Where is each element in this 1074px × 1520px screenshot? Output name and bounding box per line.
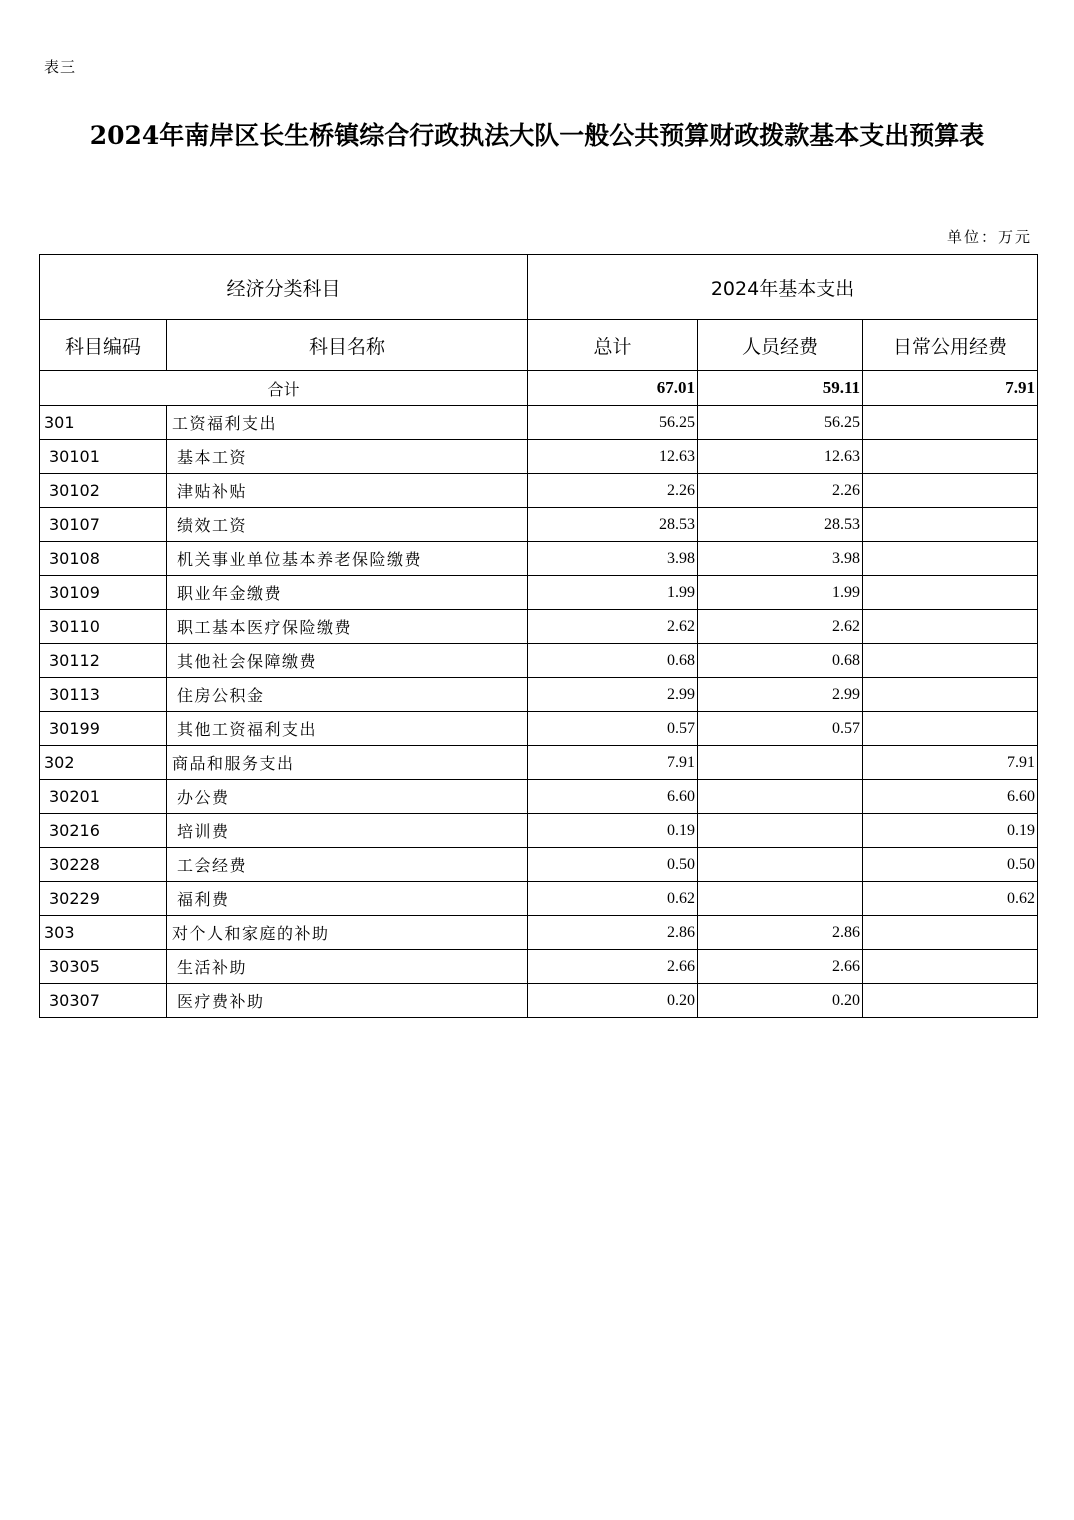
summary-personnel: 59.11	[698, 371, 863, 406]
row-total: 7.91	[528, 746, 698, 780]
row-total: 2.66	[528, 950, 698, 984]
row-name: 生活补助	[167, 950, 528, 984]
table-row	[40, 882, 1038, 916]
table-row	[40, 440, 1038, 474]
row-code: 30201	[40, 780, 167, 814]
header-name: 科目名称	[167, 320, 528, 371]
row-total: 28.53	[528, 508, 698, 542]
summary-label: 合计	[40, 371, 528, 406]
row-total: 0.68	[528, 644, 698, 678]
row-public	[863, 712, 1038, 746]
row-personnel: 28.53	[698, 508, 863, 542]
header-row-2	[40, 320, 1038, 371]
row-personnel: 2.26	[698, 474, 863, 508]
row-total: 56.25	[528, 406, 698, 440]
table-row	[40, 678, 1038, 712]
row-public	[863, 474, 1038, 508]
row-personnel: 2.62	[698, 610, 863, 644]
page-title: 2024年南岸区长生桥镇综合行政执法大队一般公共预算财政拨款基本支出预算表	[89, 121, 985, 150]
row-code: 30216	[40, 814, 167, 848]
row-personnel: 12.63	[698, 440, 863, 474]
row-total: 0.19	[528, 814, 698, 848]
table-row	[40, 950, 1038, 984]
row-name: 办公费	[167, 780, 528, 814]
row-code: 303	[40, 916, 167, 950]
row-total: 2.62	[528, 610, 698, 644]
row-personnel: 0.20	[698, 984, 863, 1018]
header-row-1	[40, 255, 1038, 320]
header-code: 科目编码	[40, 320, 167, 371]
row-code: 30305	[40, 950, 167, 984]
row-total: 0.62	[528, 882, 698, 916]
table-row	[40, 610, 1038, 644]
row-public	[863, 440, 1038, 474]
row-code: 30110	[40, 610, 167, 644]
row-public	[863, 542, 1038, 576]
summary-public: 7.91	[863, 371, 1038, 406]
row-code: 30108	[40, 542, 167, 576]
row-total: 2.26	[528, 474, 698, 508]
table-row	[40, 576, 1038, 610]
row-name: 医疗费补助	[167, 984, 528, 1018]
table-row	[40, 406, 1038, 440]
table-row	[40, 984, 1038, 1018]
row-public	[863, 576, 1038, 610]
row-personnel: 2.86	[698, 916, 863, 950]
row-public	[863, 916, 1038, 950]
row-public	[863, 508, 1038, 542]
row-name: 基本工资	[167, 440, 528, 474]
row-code: 30199	[40, 712, 167, 746]
row-public	[863, 950, 1038, 984]
row-personnel	[698, 848, 863, 882]
table-row	[40, 508, 1038, 542]
header-total: 总计	[528, 320, 698, 371]
table-row	[40, 814, 1038, 848]
row-code: 30229	[40, 882, 167, 916]
row-public: 7.91	[863, 746, 1038, 780]
row-name: 其他工资福利支出	[167, 712, 528, 746]
table-row	[40, 644, 1038, 678]
row-name: 商品和服务支出	[167, 746, 528, 780]
header-personnel: 人员经费	[698, 320, 863, 371]
row-total: 6.60	[528, 780, 698, 814]
row-code: 30107	[40, 508, 167, 542]
row-personnel: 3.98	[698, 542, 863, 576]
row-total: 0.57	[528, 712, 698, 746]
table-row	[40, 916, 1038, 950]
row-name: 津贴补贴	[167, 474, 528, 508]
row-name: 其他社会保障缴费	[167, 644, 528, 678]
document-label: 表三	[44, 58, 77, 76]
row-total: 2.86	[528, 916, 698, 950]
header-basic-expense: 2024年基本支出	[528, 255, 1038, 320]
row-public	[863, 678, 1038, 712]
row-personnel: 2.99	[698, 678, 863, 712]
summary-total: 67.01	[528, 371, 698, 406]
row-public	[863, 984, 1038, 1018]
row-public: 6.60	[863, 780, 1038, 814]
row-personnel: 0.68	[698, 644, 863, 678]
row-name: 绩效工资	[167, 508, 528, 542]
row-public	[863, 610, 1038, 644]
row-code: 30113	[40, 678, 167, 712]
row-name: 工会经费	[167, 848, 528, 882]
row-total: 2.99	[528, 678, 698, 712]
table-row	[40, 712, 1038, 746]
summary-row	[40, 371, 1038, 406]
row-code: 302	[40, 746, 167, 780]
unit-label: 单位：万元	[946, 228, 1032, 246]
header-public: 日常公用经费	[863, 320, 1038, 371]
row-name: 住房公积金	[167, 678, 528, 712]
row-public: 0.62	[863, 882, 1038, 916]
row-total: 12.63	[528, 440, 698, 474]
row-name: 职工基本医疗保险缴费	[167, 610, 528, 644]
row-personnel: 56.25	[698, 406, 863, 440]
row-name: 福利费	[167, 882, 528, 916]
row-code: 30112	[40, 644, 167, 678]
row-total: 3.98	[528, 542, 698, 576]
row-personnel: 2.66	[698, 950, 863, 984]
table-row	[40, 780, 1038, 814]
row-name: 培训费	[167, 814, 528, 848]
budget-table	[39, 254, 1038, 1018]
row-code: 30228	[40, 848, 167, 882]
row-total: 0.50	[528, 848, 698, 882]
row-personnel: 1.99	[698, 576, 863, 610]
row-name: 职业年金缴费	[167, 576, 528, 610]
row-total: 0.20	[528, 984, 698, 1018]
row-code: 30101	[40, 440, 167, 474]
row-public	[863, 406, 1038, 440]
row-total: 1.99	[528, 576, 698, 610]
table-row	[40, 542, 1038, 576]
table-row	[40, 474, 1038, 508]
row-personnel	[698, 882, 863, 916]
row-public	[863, 644, 1038, 678]
row-name: 对个人和家庭的补助	[167, 916, 528, 950]
row-code: 30102	[40, 474, 167, 508]
row-code: 30307	[40, 984, 167, 1018]
row-name: 机关事业单位基本养老保险缴费	[167, 542, 528, 576]
table-row	[40, 746, 1038, 780]
row-personnel	[698, 746, 863, 780]
row-personnel	[698, 780, 863, 814]
table-row	[40, 848, 1038, 882]
row-code: 301	[40, 406, 167, 440]
row-public: 0.19	[863, 814, 1038, 848]
header-econ-class: 经济分类科目	[40, 255, 528, 320]
row-personnel: 0.57	[698, 712, 863, 746]
row-public: 0.50	[863, 848, 1038, 882]
row-name: 工资福利支出	[167, 406, 528, 440]
row-code: 30109	[40, 576, 167, 610]
row-personnel	[698, 814, 863, 848]
